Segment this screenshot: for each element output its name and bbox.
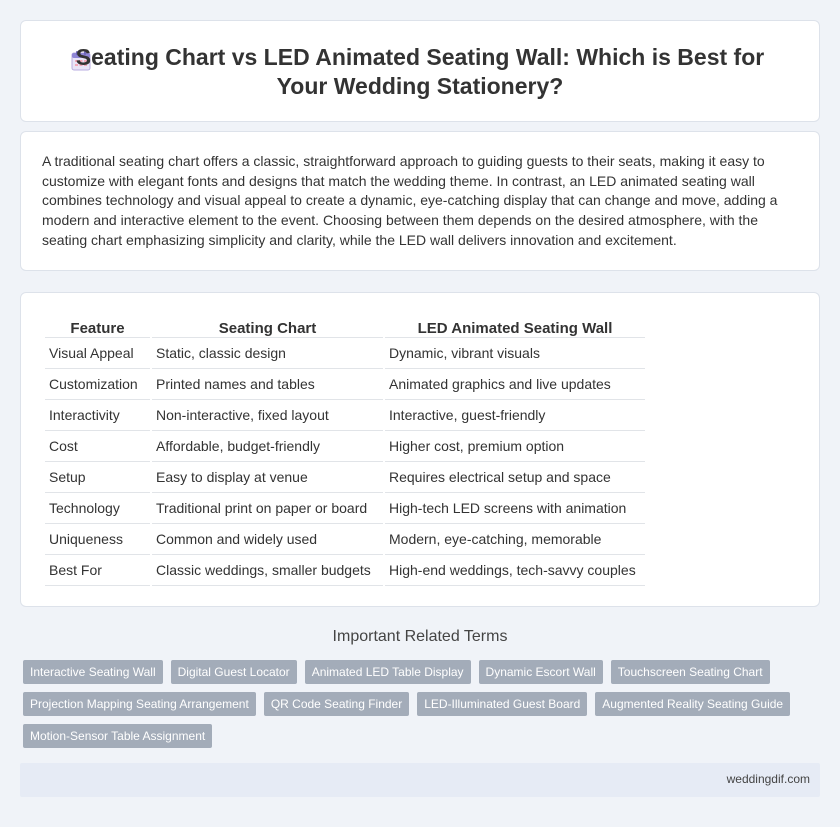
cell-feature: Uniqueness	[45, 524, 150, 555]
page-title-line-2: Your Wedding Stationery?	[276, 73, 564, 99]
cell-seating-chart: Traditional print on paper or board	[152, 493, 383, 524]
table-row	[45, 400, 645, 431]
cell-feature: Interactivity	[45, 400, 150, 431]
term-tag[interactable]: Interactive Seating Wall	[23, 660, 163, 684]
footer	[20, 763, 820, 797]
cell-led-wall: Interactive, guest-friendly	[385, 400, 645, 431]
intro-card	[20, 131, 820, 271]
table-row	[45, 338, 645, 369]
term-tag[interactable]: LED-Illuminated Guest Board	[417, 692, 587, 716]
table-row	[45, 369, 645, 400]
term-tag[interactable]: Augmented Reality Seating Guide	[595, 692, 790, 716]
cell-feature: Technology	[45, 493, 150, 524]
cell-feature: Visual Appeal	[45, 338, 150, 369]
cell-led-wall: High-end weddings, tech-savvy couples	[385, 555, 645, 586]
cell-feature: Setup	[45, 462, 150, 493]
cell-led-wall: Animated graphics and live updates	[385, 369, 645, 400]
cell-seating-chart: Non-interactive, fixed layout	[152, 400, 383, 431]
related-terms-list	[23, 660, 813, 748]
term-tag[interactable]: Touchscreen Seating Chart	[611, 660, 770, 684]
cell-seating-chart: Easy to display at venue	[152, 462, 383, 493]
cell-led-wall: Higher cost, premium option	[385, 431, 645, 462]
intro-paragraph: A traditional seating chart offers a classic, straightforward approach to guiding guests to their seats, making it easy to customize with elegant fonts and designs that match the wedding theme. In contrast, an LED animated seating wall combines technology and visual appeal to create a dynamic, eye-catching display that can change and move, adding a modern and interactive element to the event. Choosing between them depends on the desired atmosphere, with the seating chart emphasizing simplicity and clarity, while the LED wall delivers innovation and excitement.	[42, 153, 778, 248]
table-row	[45, 462, 645, 493]
comparison-table	[43, 315, 647, 586]
page-title-line-1: Seating Chart vs LED Animated Seating Wall: Which is Best for	[75, 44, 765, 70]
header-seating-chart: Seating Chart	[152, 315, 383, 338]
cell-led-wall: Modern, eye-catching, memorable	[385, 524, 645, 555]
comparison-card	[20, 292, 820, 607]
term-tag[interactable]: Animated LED Table Display	[305, 660, 471, 684]
cell-led-wall: Dynamic, vibrant visuals	[385, 338, 645, 369]
cell-seating-chart: Printed names and tables	[152, 369, 383, 400]
table-row	[45, 524, 645, 555]
term-tag[interactable]: QR Code Seating Finder	[264, 692, 409, 716]
cell-seating-chart: Common and widely used	[152, 524, 383, 555]
table-row	[45, 493, 645, 524]
cell-led-wall: High-tech LED screens with animation	[385, 493, 645, 524]
table-header-row	[45, 315, 645, 338]
term-tag[interactable]: Projection Mapping Seating Arrangement	[23, 692, 256, 716]
page-title	[21, 43, 819, 101]
term-tag[interactable]: Digital Guest Locator	[171, 660, 297, 684]
term-tag[interactable]: Motion-Sensor Table Assignment	[23, 724, 212, 748]
related-terms-title: Important Related Terms	[332, 628, 508, 645]
footer-site-link[interactable]: weddingdif.com	[726, 772, 810, 786]
table-row	[45, 431, 645, 462]
table-row	[45, 555, 645, 586]
cell-led-wall: Requires electrical setup and space	[385, 462, 645, 493]
cell-seating-chart: Affordable, budget-friendly	[152, 431, 383, 462]
header-feature: Feature	[45, 315, 150, 338]
title-card	[20, 20, 820, 122]
term-tag[interactable]: Dynamic Escort Wall	[479, 660, 603, 684]
cell-seating-chart: Static, classic design	[152, 338, 383, 369]
cell-feature: Best For	[45, 555, 150, 586]
cell-seating-chart: Classic weddings, smaller budgets	[152, 555, 383, 586]
header-led-wall: LED Animated Seating Wall	[385, 315, 645, 338]
cell-feature: Cost	[45, 431, 150, 462]
cell-feature: Customization	[45, 369, 150, 400]
